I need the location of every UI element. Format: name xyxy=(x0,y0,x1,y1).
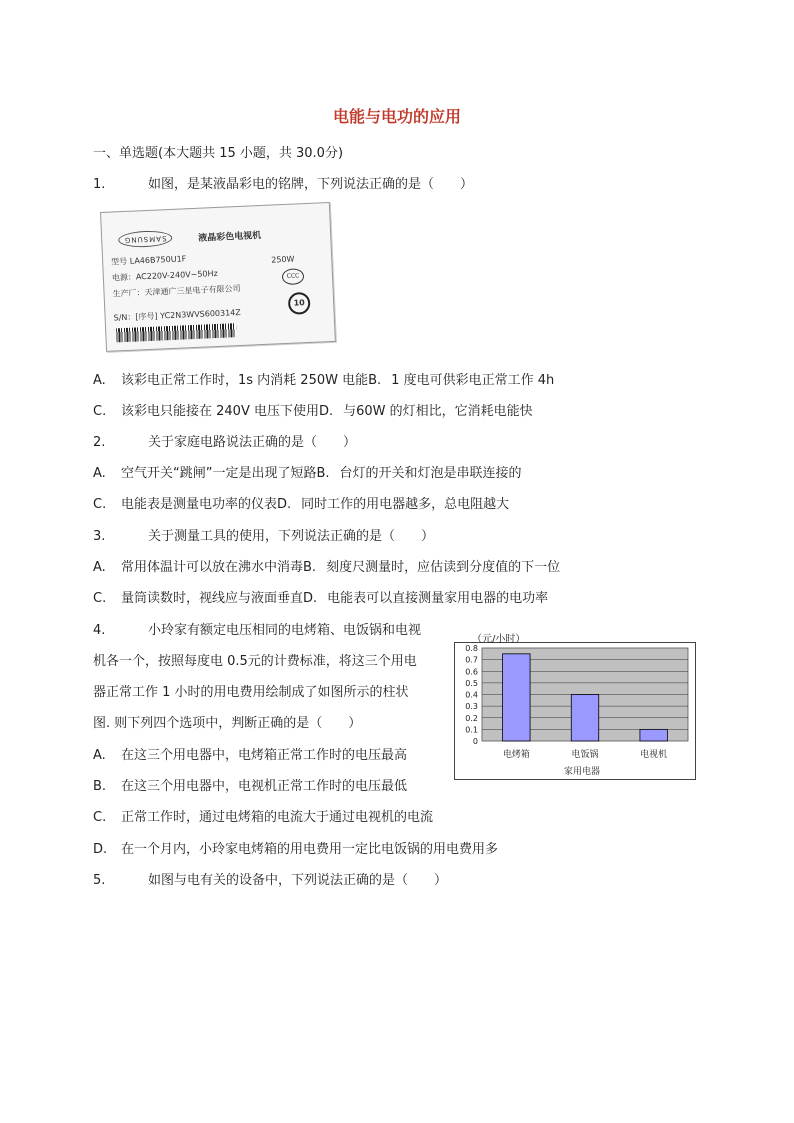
bar-1 xyxy=(503,654,530,741)
q2-options-row-2 xyxy=(93,496,509,514)
option-b: 在这三个用电器中，电视机正常工作时的电压最低 xyxy=(121,779,408,794)
question-2 xyxy=(93,434,356,452)
q4-option-a xyxy=(93,747,407,765)
option-letter: A. xyxy=(93,748,106,763)
nameplate-watt: 250W xyxy=(271,254,295,265)
page-title: 电能与电功的应用 xyxy=(332,107,461,126)
option-letter: A. xyxy=(93,466,106,481)
nameplate-maker: 生产厂：天津通广三星电子有限公司 xyxy=(112,283,241,299)
option-letter: B. xyxy=(303,560,317,575)
option-letter: A. xyxy=(93,560,106,575)
energy-label-icon: 10 xyxy=(288,292,311,315)
question-number: 5. xyxy=(93,873,106,888)
question-stem-line-1: 小玲家有额定电压相同的电烤箱、电饭锅和电视 xyxy=(148,623,422,638)
option-c: 量筒读数时，视线应与液面垂直 xyxy=(121,591,304,606)
y-tick-label: 0 xyxy=(472,737,478,746)
y-tick-label: 0.6 xyxy=(465,667,478,677)
option-letter: B. xyxy=(368,373,382,388)
option-d: 电能表可以直接测量家用电器的电功率 xyxy=(327,591,549,606)
question-1 xyxy=(93,176,473,194)
x-tick-label: 电烤箱 xyxy=(502,750,530,760)
nameplate-model: 型号 LA46B750U1F xyxy=(110,254,187,267)
section-heading: 一、单选题(本大题共 15 小题，共 30.0分) xyxy=(93,146,344,161)
option-c: 该彩电只能接在 240V 电压下使用 xyxy=(121,404,319,419)
option-letter: B. xyxy=(316,466,330,481)
question-number: 4. xyxy=(93,623,106,638)
x-axis-label: 家用电器 xyxy=(563,767,601,777)
question-5 xyxy=(93,872,447,890)
option-letter: A. xyxy=(93,373,106,388)
question-4 xyxy=(93,622,421,640)
y-tick-label: 0.8 xyxy=(465,644,478,653)
option-letter: B. xyxy=(93,779,107,794)
nameplate-title: 液晶彩色电视机 xyxy=(198,230,262,244)
question-stem: 如图与电有关的设备中，下列说法正确的是（ ） xyxy=(148,873,448,888)
option-b: 1 度电可供彩电正常工作 4h xyxy=(391,373,555,388)
option-letter: C. xyxy=(93,404,107,419)
option-a: 该彩电正常工作时，1s 内消耗 250W 电能 xyxy=(121,373,369,388)
option-b: 刻度尺测量时，应估读到分度值的下一位 xyxy=(326,560,561,575)
y-tick-label: 0.3 xyxy=(465,702,478,712)
question-stem: 关于家庭电路说法正确的是（ ） xyxy=(148,435,357,450)
question-stem-line-3: 器正常工作 1 小时的用电费用绘制成了如图所示的柱状 xyxy=(93,685,409,700)
question-number: 2. xyxy=(93,435,106,450)
brand-logo: SAMSUNG xyxy=(118,230,173,248)
question-stem-line-2: 机各一个，按照每度电 0.5元的计费标准，将这三个用电 xyxy=(93,654,417,669)
nameplate-power: 电源：AC220V-240V~50Hz xyxy=(111,268,218,283)
electricity-cost-bar-chart xyxy=(454,632,696,780)
y-tick-label: 0.5 xyxy=(465,678,478,688)
option-letter: D. xyxy=(277,497,292,512)
option-c: 正常工作时，通过电烤箱的电流大于通过电视机的电流 xyxy=(121,810,434,825)
barcode-icon xyxy=(116,323,236,342)
option-a: 常用体温计可以放在沸水中消毒 xyxy=(121,560,304,575)
y-tick-label: 0.7 xyxy=(465,655,478,665)
y-axis-label: （元/小时） xyxy=(472,634,526,645)
ccc-mark-icon: CCC xyxy=(282,268,305,285)
option-letter: C. xyxy=(93,497,107,512)
y-tick-label: 0.2 xyxy=(465,713,478,723)
question-stem: 关于测量工具的使用，下列说法正确的是（ ） xyxy=(148,529,435,544)
option-letter: D. xyxy=(93,842,108,857)
question-stem: 如图，是某液晶彩电的铭牌，下列说法正确的是（ ） xyxy=(148,177,474,192)
option-d: 与60W 的灯相比，它消耗电能快 xyxy=(343,404,533,419)
q1-options-row-2 xyxy=(93,403,533,421)
q3-options-row-2 xyxy=(93,590,548,608)
option-d: 在一个月内，小玲家电烤箱的用电费用一定比电饭锅的用电费用多 xyxy=(121,842,499,857)
y-tick-label: 0.4 xyxy=(465,690,478,700)
question-number: 1. xyxy=(93,177,106,192)
x-tick-label: 电视机 xyxy=(640,750,668,760)
option-letter: D. xyxy=(318,404,334,419)
nameplate-serial: S/N：[序号] YC2N3WVS600314Z xyxy=(113,307,241,323)
option-a: 空气开关“跳闸”一定是出现了短路 xyxy=(121,466,317,481)
option-letter: C. xyxy=(93,591,107,606)
option-d: 同时工作的用电器越多，总电阻越大 xyxy=(301,497,510,512)
y-tick-label: 0.1 xyxy=(465,725,478,735)
question-number: 3. xyxy=(93,529,106,544)
q2-options-row-1 xyxy=(93,465,522,483)
bar-3 xyxy=(640,729,667,741)
option-a: 在这三个用电器中，电烤箱正常工作时的电压最高 xyxy=(121,748,408,763)
question-stem-line-4: 图. 则下列四个选项中，判断正确的是（ ） xyxy=(93,716,362,731)
bar-2 xyxy=(571,695,598,742)
option-b: 台灯的开关和灯泡是串联连接的 xyxy=(339,466,522,481)
option-letter: C. xyxy=(93,810,107,825)
q4-option-b xyxy=(93,778,407,796)
q3-options-row-1 xyxy=(93,559,560,577)
x-tick-label: 电饭锅 xyxy=(571,750,599,760)
q4-option-c xyxy=(93,809,433,827)
q1-options-row-1 xyxy=(93,372,554,390)
tv-nameplate-image xyxy=(100,202,336,352)
option-letter: D. xyxy=(303,591,318,606)
q4-option-d xyxy=(93,841,498,859)
option-c: 电能表是测量电功率的仪表 xyxy=(121,497,278,512)
question-3 xyxy=(93,528,434,546)
